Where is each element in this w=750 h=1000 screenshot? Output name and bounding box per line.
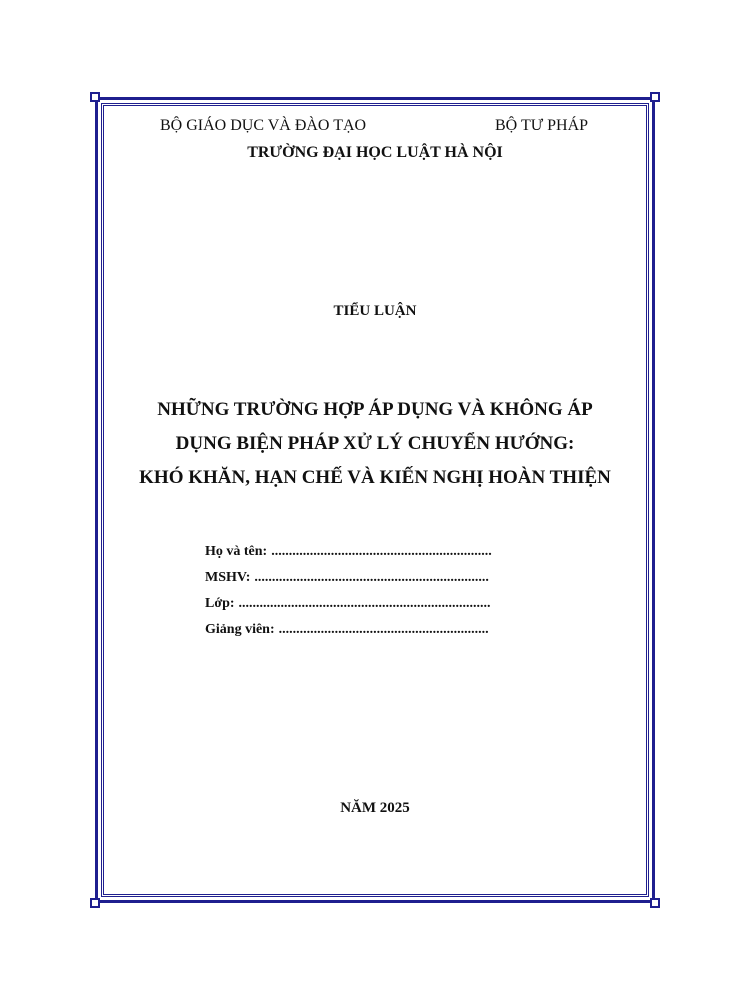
page-border-inner: [103, 105, 647, 895]
field-value-class: ........................................................................: [238, 596, 491, 611]
ministry-education-heading: BỘ GIÁO DỤC VÀ ĐÀO TẠO: [160, 117, 367, 134]
essay-title-line-2: DỤNG BIỆN PHÁP XỬ LÝ CHUYỂN HƯỚNG:: [175, 433, 575, 454]
field-row-class: [205, 596, 535, 622]
field-label-student-id: MSHV:: [205, 570, 251, 585]
field-row-name: [205, 544, 535, 570]
field-label-lecturer: Giảng viên:: [205, 622, 275, 637]
field-value-lecturer: ............................................................: [278, 622, 489, 637]
border-corner-top-right: [650, 92, 660, 102]
essay-title-line-1: NHỮNG TRƯỜNG HỢP ÁP DỤNG VÀ KHÔNG ÁP: [157, 399, 593, 420]
border-corner-bottom-right: [650, 898, 660, 908]
border-corner-top-left: [90, 92, 100, 102]
field-label-class: Lớp:: [205, 596, 235, 611]
essay-title: [110, 393, 640, 495]
field-label-name: Họ và tên:: [205, 544, 268, 559]
field-row-lecturer: [205, 622, 535, 648]
document-type: TIỂU LUẬN: [333, 303, 417, 319]
ministry-justice-heading: BỘ TƯ PHÁP: [495, 117, 589, 134]
border-corner-bottom-left: [90, 898, 100, 908]
university-name: TRƯỜNG ĐẠI HỌC LUẬT HÀ NỘI: [247, 144, 503, 161]
year-label: NĂM 2025: [340, 800, 410, 816]
field-value-student-id: ...................................................................: [254, 570, 489, 585]
field-row-student-id: [205, 570, 535, 596]
essay-title-line-3: KHÓ KHĂN, HẠN CHẾ VÀ KIẾN NGHỊ HOÀN THIỆN: [139, 467, 611, 488]
student-info-block: [205, 544, 535, 648]
field-value-name: ...............................................................: [271, 544, 492, 559]
